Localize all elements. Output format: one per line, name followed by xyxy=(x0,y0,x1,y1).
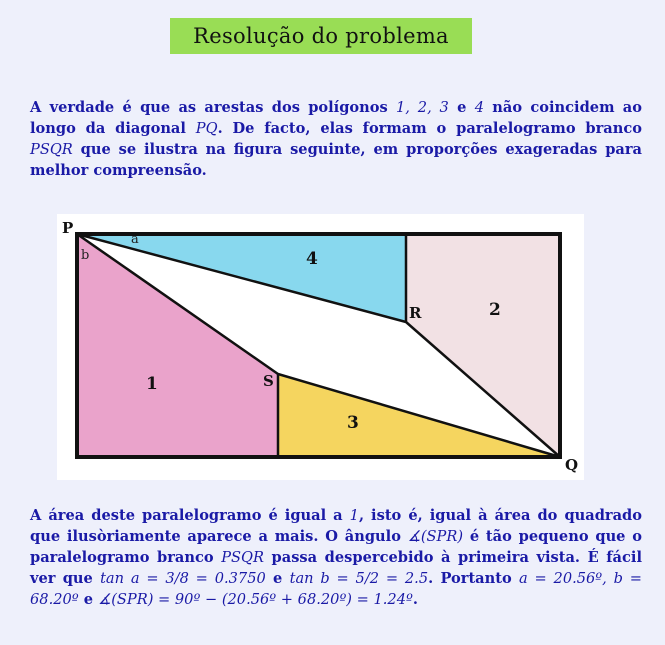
text: que se ilustra na figura seguinte, em proporções exageradas para melhor compreensão. xyxy=(30,141,642,179)
math-inline: 1 xyxy=(349,507,359,524)
intro-paragraph xyxy=(30,97,642,181)
math-inline: PSQR xyxy=(30,141,73,158)
math-inline: tan b = 5/2 = 2.5 xyxy=(289,570,429,587)
text: e xyxy=(448,99,475,116)
label-region-1: 1 xyxy=(146,374,158,394)
text: . De facto, elas formam o paralelogramo branco xyxy=(217,120,642,137)
conclusion-paragraph xyxy=(30,505,642,610)
math-inline: ∡(SPR) = 90º − (20.56º + 68.20º) = 1.24º xyxy=(98,591,413,608)
page-title: Resolução do problema xyxy=(170,18,472,54)
label-S: S xyxy=(263,372,274,390)
label-region-4: 4 xyxy=(306,249,318,269)
text: e xyxy=(265,570,290,587)
math-inline: 4 xyxy=(474,99,484,116)
label-angle-b: b xyxy=(81,248,90,263)
label-R: R xyxy=(409,304,422,322)
text: é tão pequeno que o paralelogramo branco xyxy=(30,528,642,566)
label-angle-a: a xyxy=(131,232,139,247)
label-Q: Q xyxy=(565,456,579,474)
text: , isto é, igual à área do quadrado que ilusòriamente aparece a mais. O ângulo xyxy=(30,507,642,545)
label-region-3: 3 xyxy=(347,413,359,433)
text: . Portanto xyxy=(428,570,519,587)
math-inline: ∡(SPR) xyxy=(407,528,464,545)
math-inline: PSQR xyxy=(221,549,264,566)
label-P: P xyxy=(62,219,74,237)
figure-svg xyxy=(57,214,584,480)
math-inline: 1, 2, 3 xyxy=(396,99,449,116)
math-inline: a = 20.56º, b = 68.20º xyxy=(30,570,643,608)
text: A verdade é que as arestas dos polígonos xyxy=(30,99,397,116)
text: não coincidem ao longo da diagonal xyxy=(30,99,642,137)
text: passa despercebido à primeira vista. É fácil ver que xyxy=(30,549,642,587)
math-inline: tan a = 3/8 = 0.3750 xyxy=(100,570,266,587)
text: A área deste paralelogramo é igual a xyxy=(30,507,350,524)
label-region-2: 2 xyxy=(489,300,501,320)
text: . xyxy=(412,591,418,608)
math-inline: PQ xyxy=(195,120,218,137)
parallelogram-figure xyxy=(57,214,584,480)
text: e xyxy=(78,591,99,608)
